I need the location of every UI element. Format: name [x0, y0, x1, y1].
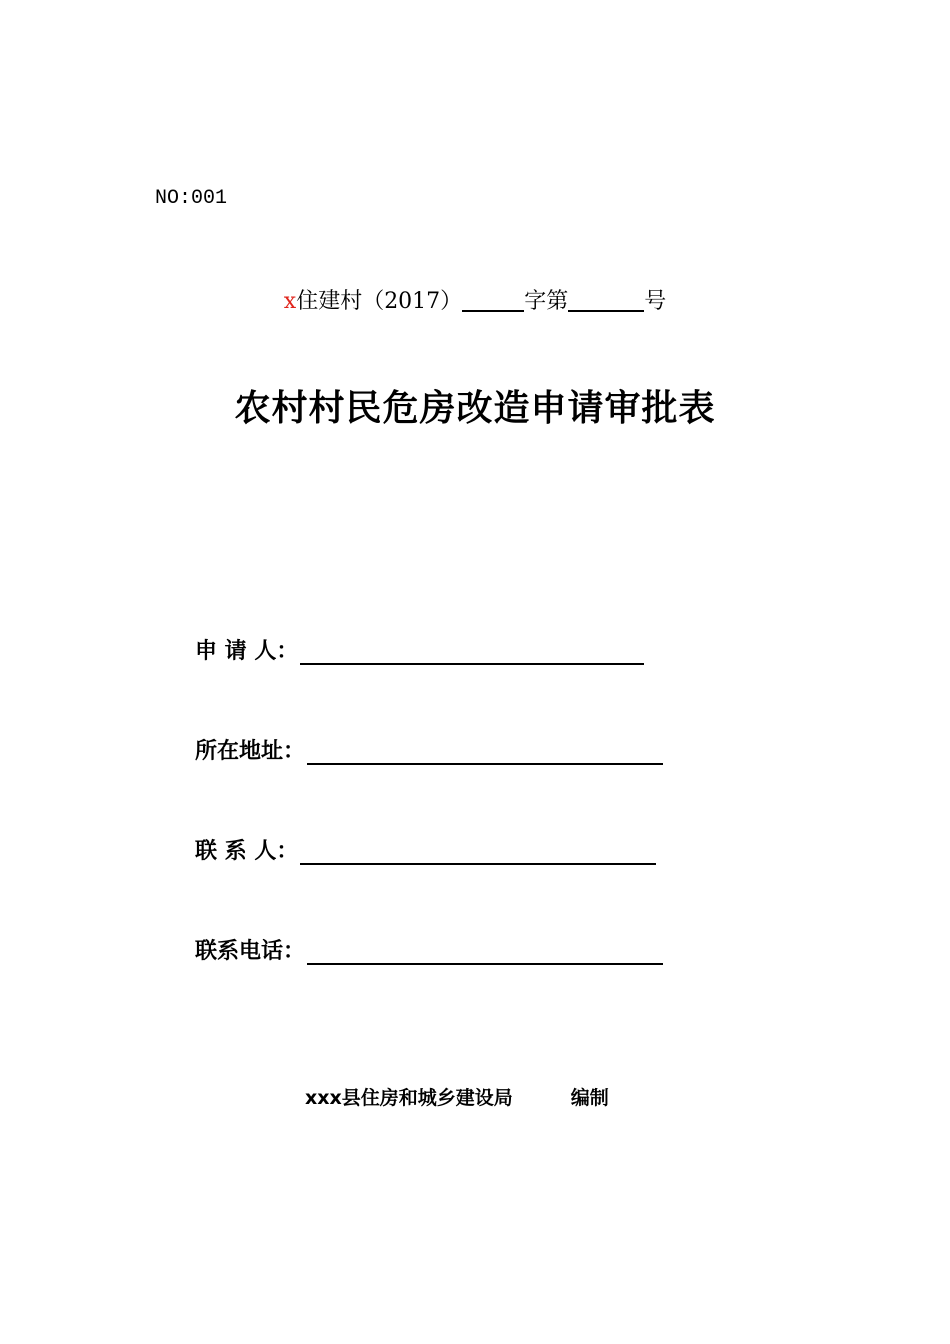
ref-number-label: 号 — [644, 289, 667, 314]
page-title: 农村村民危房改造申请审批表 — [234, 388, 716, 429]
reference-line — [0, 284, 950, 315]
applicant-input-line[interactable] — [300, 641, 644, 665]
contact-person-label: 联 系 人： — [195, 839, 299, 864]
contact-phone-input-line[interactable] — [307, 941, 663, 965]
address-label: 所在地址： — [195, 739, 306, 764]
contact-person-field — [195, 834, 656, 865]
footer-action: 编制 — [570, 1087, 609, 1109]
ref-char-label: 字第 — [524, 289, 569, 314]
address-field — [195, 734, 663, 765]
ref-blank-number[interactable] — [568, 288, 644, 312]
document-number: NO:001 — [155, 187, 228, 210]
footer-org: xxx县住房和城乡建设局 — [305, 1087, 513, 1109]
contact-phone-field — [195, 934, 663, 965]
address-input-line[interactable] — [307, 741, 663, 765]
contact-person-input-line[interactable] — [300, 841, 656, 865]
applicant-field — [195, 634, 644, 665]
applicant-label: 申 请 人： — [195, 639, 299, 664]
footer-compiler — [305, 1083, 609, 1110]
ref-blank-char[interactable] — [462, 288, 524, 312]
contact-phone-label: 联系电话： — [195, 939, 306, 964]
ref-prefix: x — [283, 289, 297, 314]
ref-middle: 住建村（2017） — [296, 289, 463, 314]
